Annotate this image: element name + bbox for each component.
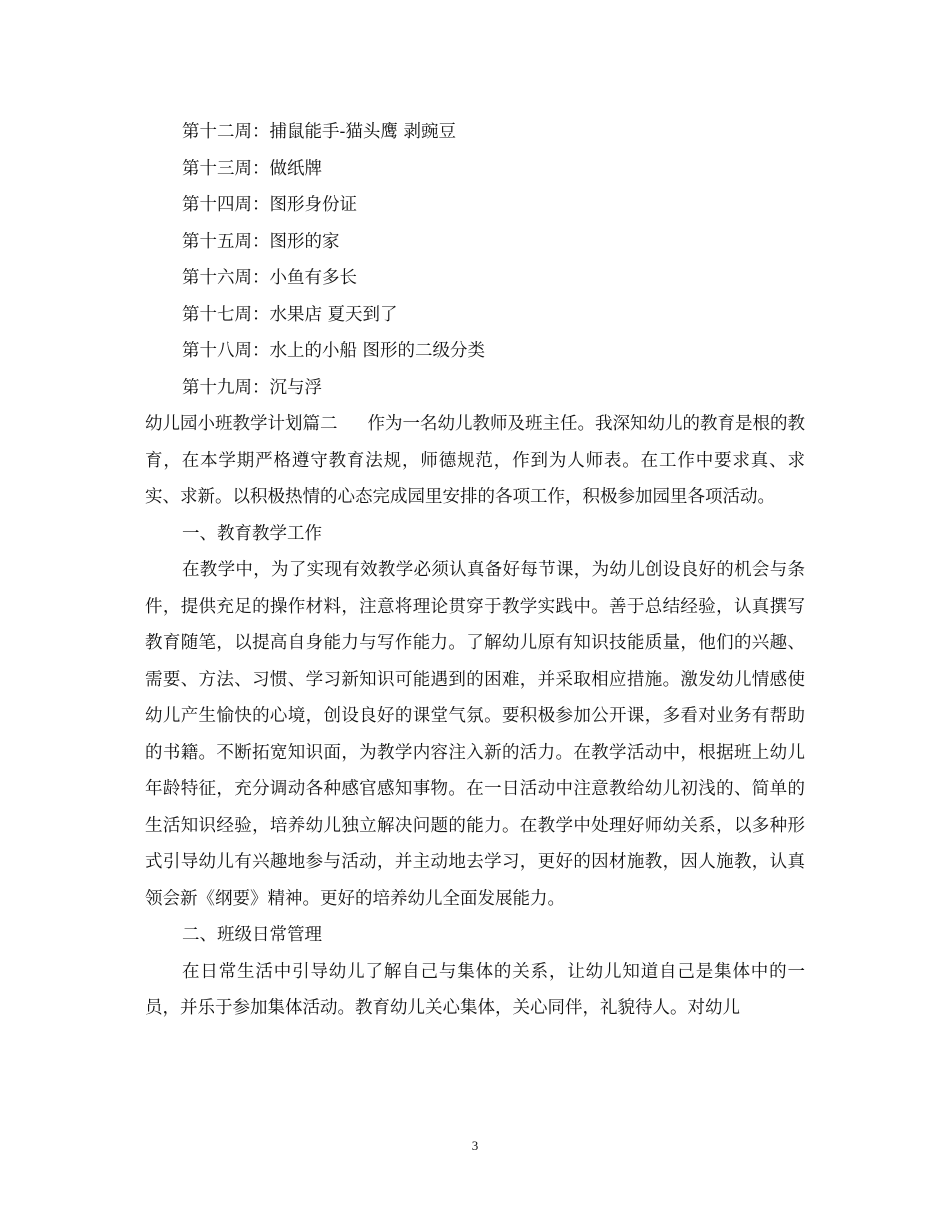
week-item: 第十五周：图形的家 [182, 231, 340, 252]
part-one-body: 在教学中，为了实现有效教学必须认真备好每节课，为幼儿创设良好的机会与条件，提供充足的操作材料，注意将理论贯穿于教学实践中。善于总结经验，认真撰写教育随笔，以提高自身能力与写作能力。了解幼儿原有知识技能质量，他们的兴趣、需要、方法、习惯、学习新知识可能遇到的困难，并采取相应措施。激发幼儿情感使幼儿产生愉快的心境，创设良好的课堂气氛。要积极参加公开课，多看对业务有帮助的书籍。不断拓宽知识面，为教学内容注入新的活力。在教学活动中，根据班上幼儿年龄特征，充分调动各种感官感知事物。在一日活动中注意教给幼儿初浅的、简单的生活知识经验，培养幼儿独立解决问题的能力。在教学中处理好师幼关系，以多种形式引导幼儿有兴趣地参与活动，并主动地去学习，更好的因材施教，因人施教，认真领会新《纲要》精神。更好的培养幼儿全面发展能力。 [145, 560, 805, 909]
week-item: 第十六周：小鱼有多长 [182, 268, 357, 288]
page-content [145, 114, 805, 1027]
week-item: 第十三周：做纸牌 [182, 158, 322, 179]
week-item: 第十二周：捕鼠能手-猫头鹰 剥豌豆 [182, 122, 456, 142]
week-item: 第十八周：水上的小船 图形的二级分类 [182, 341, 486, 361]
section-two-intro: 作为一名幼儿教师及班主任。我深知幼儿的教育是根的教育，在本学期严格遵守教育法规，师德规范，作到为人师表。在工作中要求真、求实、求新。以积极热情的心态完成园里安排的各项工作，积极参加园里各项活动。 [145, 414, 805, 507]
week-item: 第十九周：沉与浮 [182, 377, 322, 398]
page-number: 3 [471, 1138, 479, 1153]
section-two-title: 幼儿园小班教学计划篇二 [145, 414, 338, 434]
part-two-body: 在日常生活中引导幼儿了解自己与集体的关系，让幼儿知道自己是集体中的一员，并乐于参加集体活动。教育幼儿关心集体，关心同伴，礼貌待人。对幼儿 [145, 961, 805, 1018]
week-item: 第十四周：图形身份证 [182, 195, 357, 215]
week-item: 第十七周：水果店 夏天到了 [182, 304, 398, 325]
part-two-heading: 二、班级日常管理 [182, 925, 322, 945]
part-one-heading: 一、教育教学工作 [182, 523, 322, 544]
section-two-paragraph [145, 406, 805, 516]
week-list [145, 114, 805, 406]
